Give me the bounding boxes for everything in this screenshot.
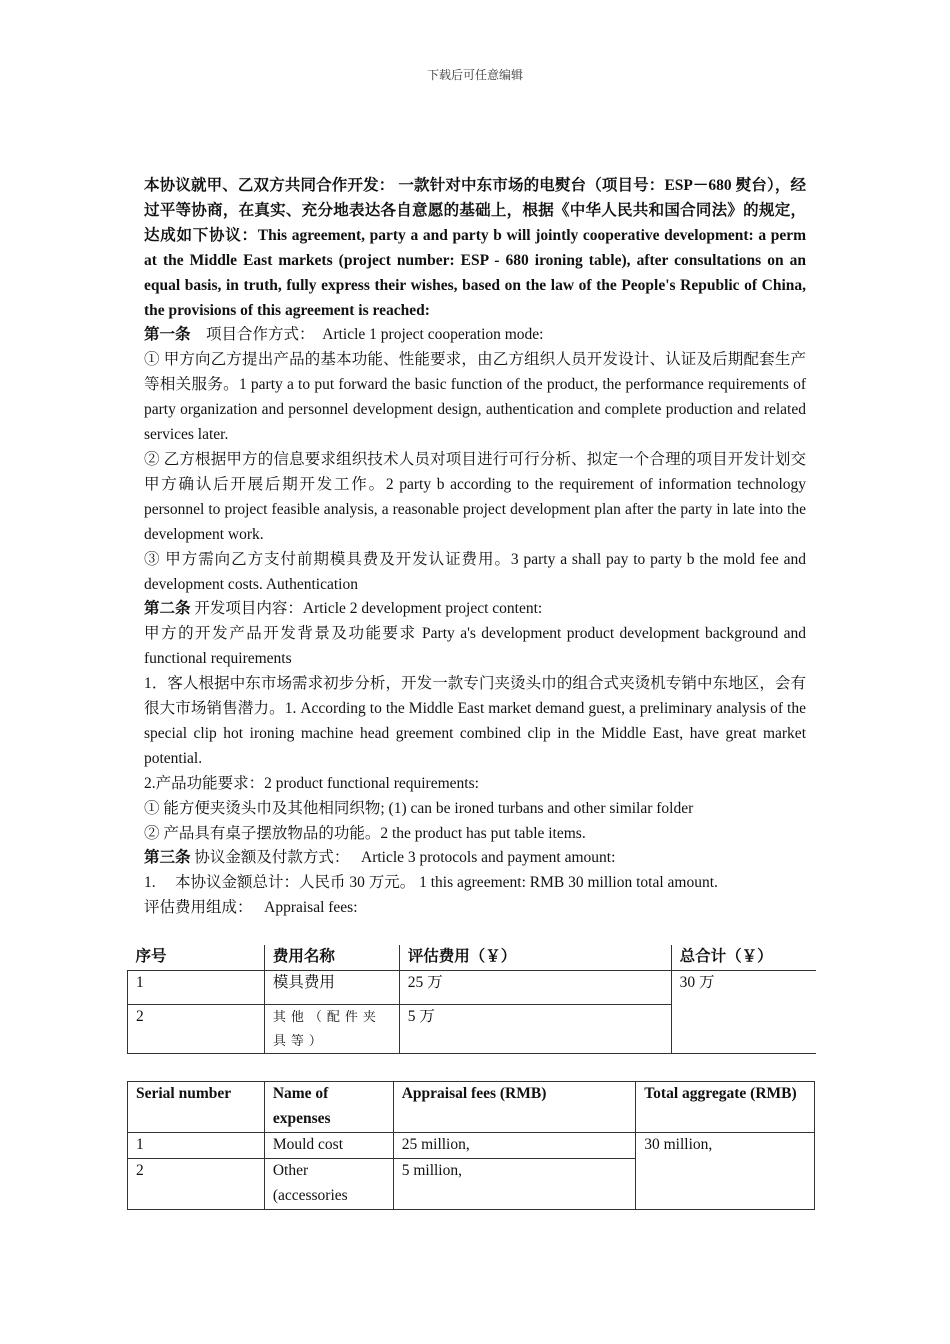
table-header-cell: Appraisal fees (RMB): [393, 1082, 636, 1133]
table-cell: Other (accessories: [264, 1158, 393, 1209]
article-2-line: 1．客人根据中东市场需求初步分析，开发一款专门夹烫头巾的组合式夹烫机专销中东地区，会有很大市场销售潜力。1. According to the Middle East market demand guest, a preliminary analysis of the special clip hot ironing machine head greement combined clip in the Middle East, have great market potential.: [144, 675, 806, 767]
table-header-cell: 费用名称: [264, 945, 399, 970]
article-2-line: ① 能方便夹烫头巾及其他相同织物; (1) can be ironed turbans and other similar folder: [144, 799, 694, 817]
table-header-cell: 序号: [128, 945, 265, 970]
table-header-cell: 评估费用（￥）: [399, 945, 671, 970]
article-2-line: ② 产品具有桌子摆放物品的功能。2 the product has put table items.: [144, 824, 586, 842]
fees-table-chinese: [127, 945, 816, 1054]
table-total-cell: 30 万: [671, 970, 816, 1053]
intro-paragraph: 本协议就甲、乙双方共同合作开发： 一款针对中东市场的电熨台（项目号：ESP－680 熨台），经过平等协商，在真实、充分地表达各自意愿的基础上，根据《中华人民共和国合同法》的规定，达成如下协议：This agreement, party a and party b will jointly cooperative development: a perm at the Middle East markets (project number: ESP - 680 ironing table), after consultations on an equal basis, in truth, fully express their wishes, based on the law of the People's Republic of China, the provisions of this agreement is reached:: [144, 177, 806, 319]
table-cell: 1: [128, 1132, 265, 1158]
table-cell: 其他（配件夹具等）: [264, 1004, 399, 1053]
table-row: [128, 970, 817, 1004]
article-1-item: ① 甲方向乙方提出产品的基本功能、性能要求，由乙方组织人员开发设计、认证及后期配套生产等相关服务。1 party a to put forward the basic function of the product, the performance requirements of party organization and personnel development design, authentication and complete production and related services later.: [144, 351, 806, 444]
table-header-row: [128, 945, 817, 970]
table-header-cell: Name of expenses: [264, 1082, 393, 1133]
article-2-text: 开发项目内容：Article 2 development project content:: [190, 600, 543, 618]
article-3-heading: 第三条: [144, 849, 191, 867]
table-row: [128, 1132, 815, 1158]
table-cell: 5 million,: [393, 1158, 636, 1209]
table-header-cell: Serial number: [128, 1082, 265, 1133]
article-3-text: 协议金额及付款方式： Article 3 protocols and payment amount:: [190, 849, 616, 867]
article-2-line: 2.产品功能要求：2 product functional requirements:: [144, 774, 479, 792]
page-header: 下载后可任意编辑: [426, 68, 523, 82]
table-header-cell: 总合计（￥）: [671, 945, 816, 970]
table-total-cell: 30 million,: [636, 1132, 815, 1209]
table-cell: 5 万: [399, 1004, 671, 1053]
table-header-row: [128, 1082, 815, 1133]
table-cell: 25 万: [399, 970, 671, 1004]
article-1-title: [144, 323, 806, 348]
table-cell: 1: [128, 970, 265, 1004]
table-cell: Mould cost: [264, 1132, 393, 1158]
fees-table-english: [127, 1081, 815, 1210]
article-2-heading: 第二条: [144, 600, 191, 618]
article-3-title: [144, 846, 806, 871]
table-cell: 模具费用: [264, 970, 399, 1004]
article-1-item: ③ 甲方需向乙方支付前期模具费及开发认证费用。3 party a shall pay to party b the mold fee and development costs. Authentication: [144, 550, 806, 593]
table-cell: 2: [128, 1158, 265, 1209]
article-1-item: ② 乙方根据甲方的信息要求组织技术人员对项目进行可行分析、拟定一个合理的项目开发计划交甲方确认后开展后期开发工作。2 party b according to the requirement of information technology personnel to project feasible analysis, a reasonable project development plan after the party in late into the development work.: [144, 450, 806, 543]
table-cell: 2: [128, 1004, 265, 1053]
article-3-line: 1. 本协议金额总计：人民币 30 万元。 1 this agreement: RMB 30 million total amount.: [144, 874, 718, 892]
article-2-line: 甲方的开发产品开发背景及功能要求 Party a's development product development background and functional requirements: [144, 625, 806, 668]
document-body: [144, 174, 806, 921]
article-2-title: [144, 597, 806, 622]
table-header-cell: Total aggregate (RMB): [636, 1082, 815, 1133]
table-cell: 25 million,: [393, 1132, 636, 1158]
article-1-heading: 第一条: [144, 326, 191, 344]
article-3-line: 评估费用组成： Appraisal fees:: [144, 899, 358, 917]
article-1-text: 项目合作方式： Article 1 project cooperation mode:: [190, 326, 544, 344]
